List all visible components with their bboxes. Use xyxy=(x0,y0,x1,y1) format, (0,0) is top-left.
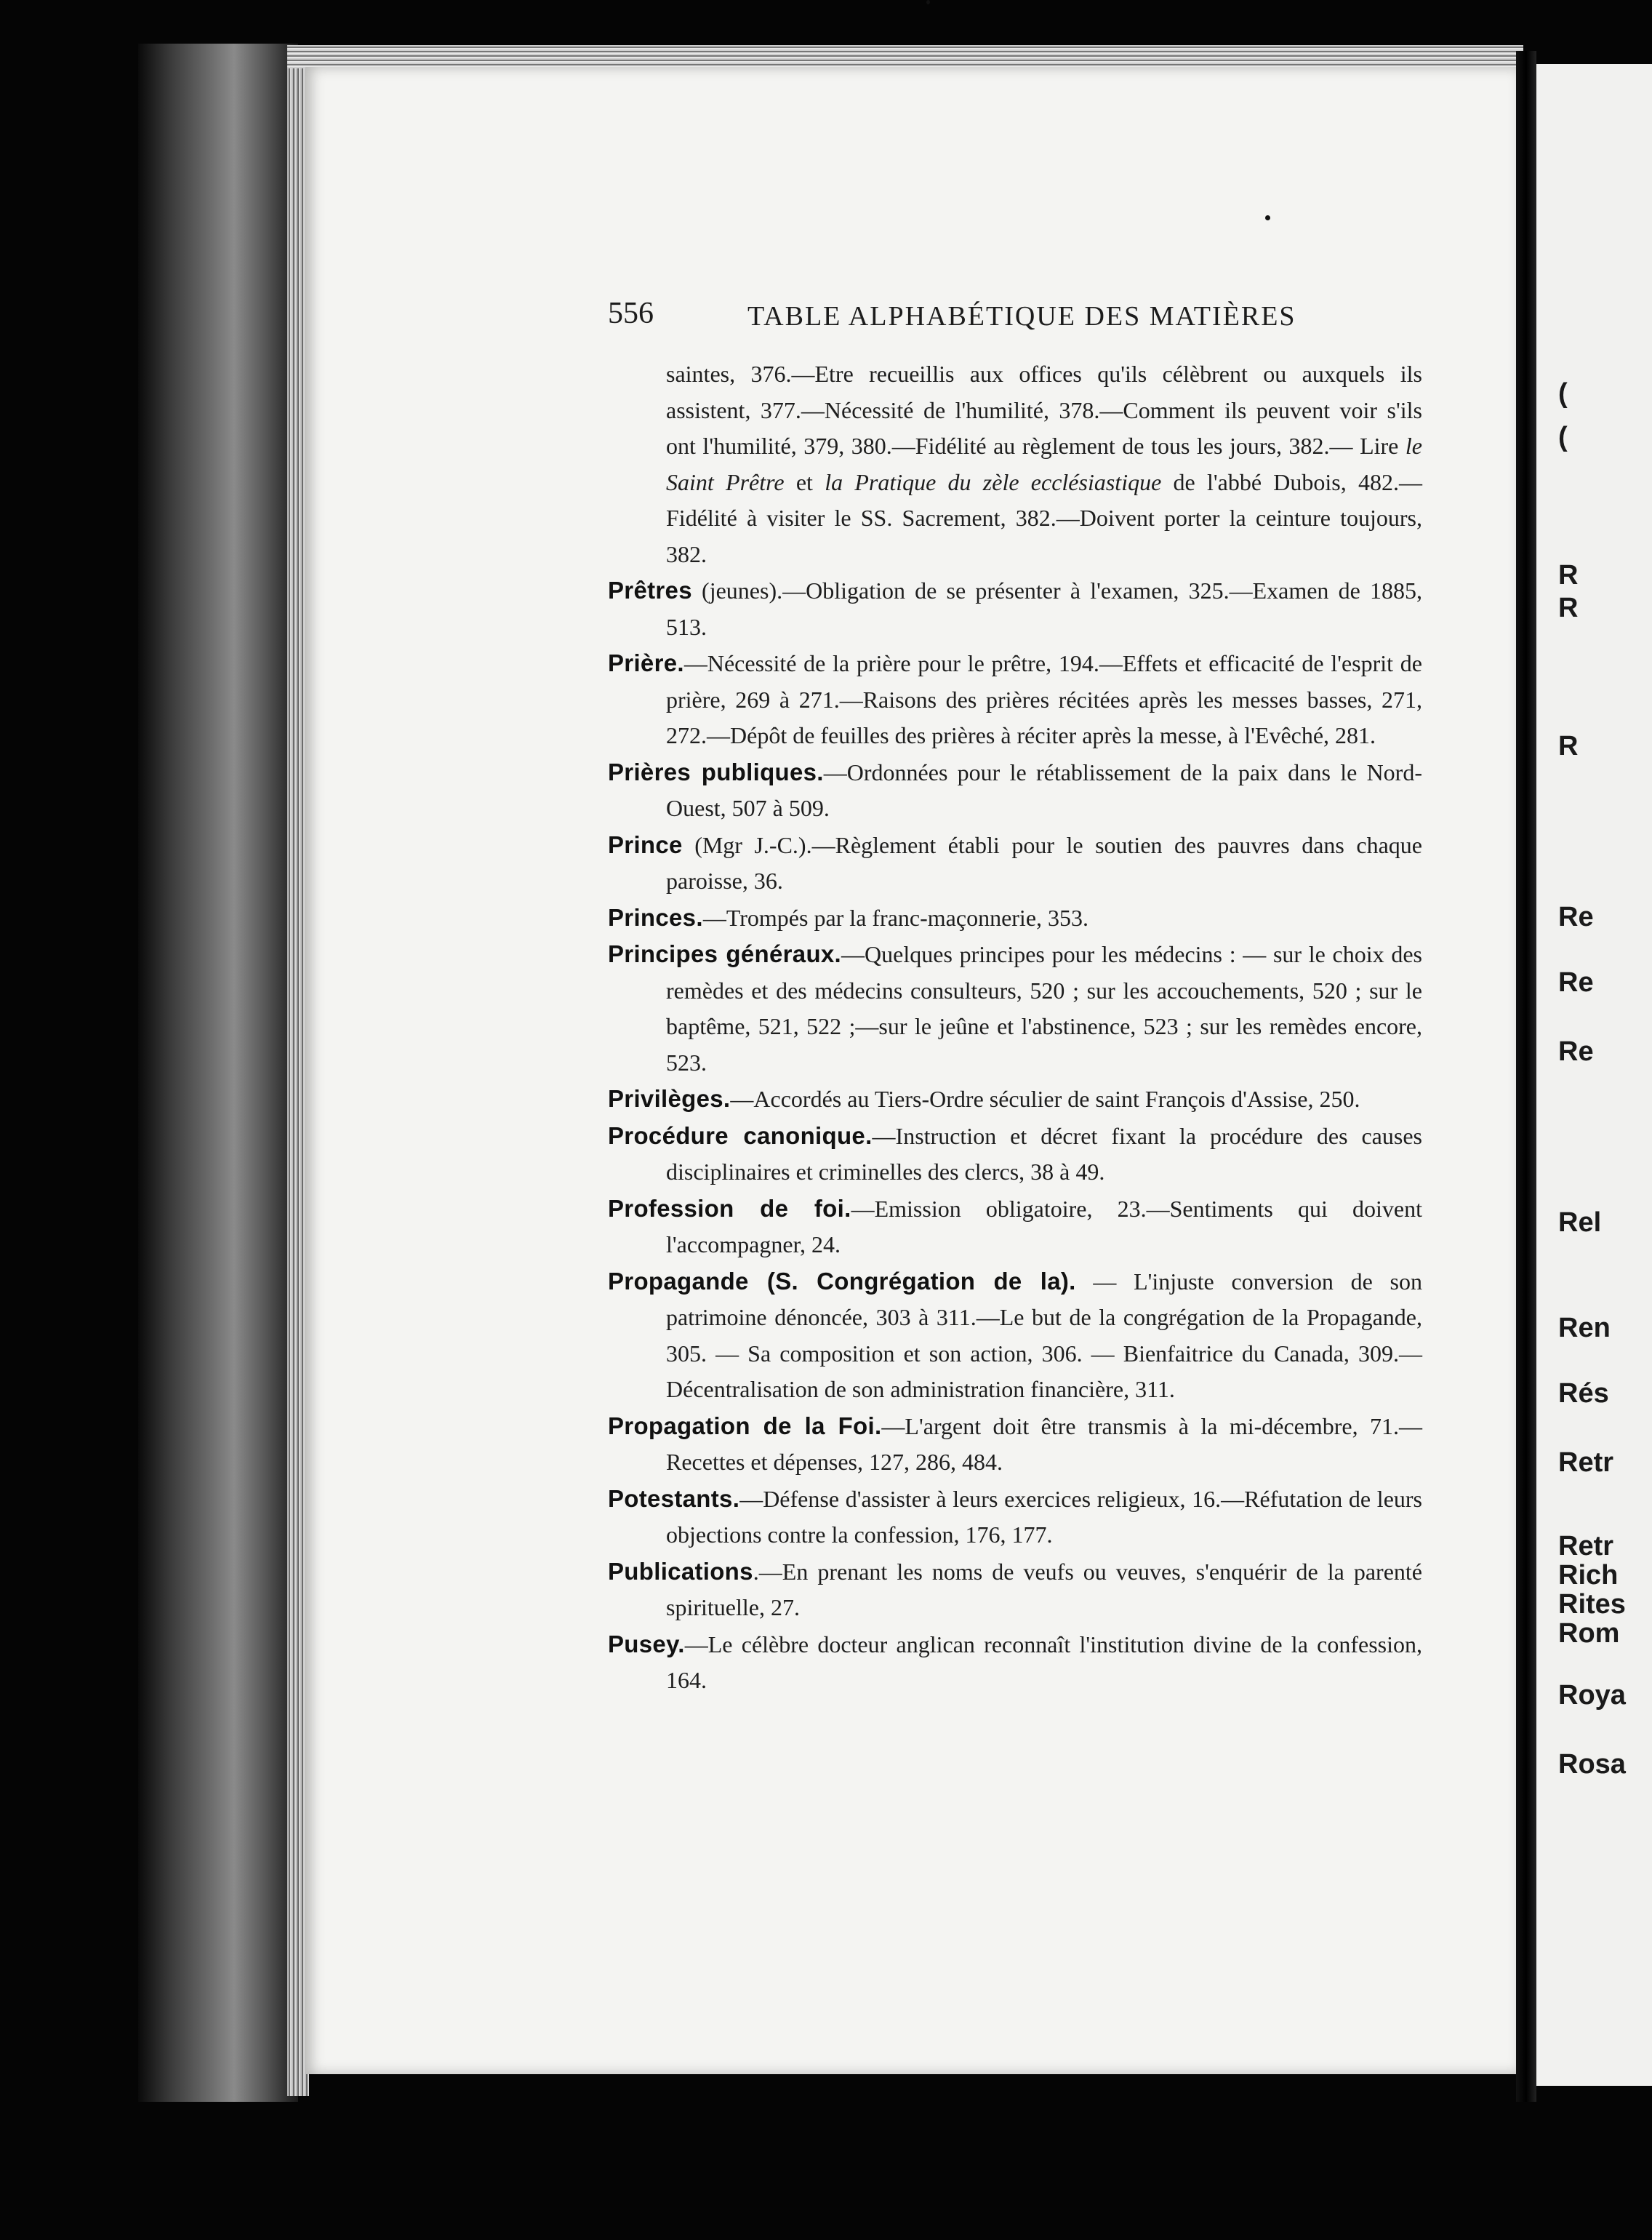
index-term: Propagande (S. Congrégation de la). xyxy=(608,1267,1076,1295)
index-entry xyxy=(608,645,1422,754)
entry-text: .—En prenant les noms de veufs ou veuves, s'enquérir de la parenté spirituelle, 27. xyxy=(666,1558,1422,1620)
entry-text: —Règlement établi pour le soutien des pauvres dans chaque paroisse, 36. xyxy=(666,831,1423,894)
entry-text: —Obligation de se présenter à l'examen, 325.—Examen de 1885, 513. xyxy=(666,577,1422,640)
cited-title: la Pratique du zèle ecclésiastique xyxy=(825,468,1162,495)
page-edges-top xyxy=(287,45,1523,68)
index-term-note: (Mgr J.-C.). xyxy=(682,831,812,858)
index-term: Princes. xyxy=(608,903,703,931)
entry-text: et xyxy=(784,468,825,495)
index-entry xyxy=(608,936,1422,1081)
facing-page-fragment: Rel xyxy=(1558,1207,1602,1238)
index-entry xyxy=(608,827,1422,900)
facing-page-fragment: ( xyxy=(1558,422,1568,452)
page-number: 556 xyxy=(608,297,654,330)
book-spine xyxy=(138,44,298,2102)
entry-text: saintes, 376.—Etre recueillis aux offices qu'ils célèbrent ou auxquels ils assistent, 377.—Nécessité de l'humilité, 378.—Comment ils peuvent voir s'ils ont l'humilité, 379, 380.—Fidélité au règlement de tous les jours, 382.— Lire xyxy=(666,361,1422,459)
facing-page xyxy=(1536,64,1652,2086)
entry-text: — L'injuste conversion de son patrimoine dénoncée, 303 à 311.—Le but de la congrégation de la Propagande, 305. — Sa composition et son action, 306. — Bienfaitrice du Canada, 309.—Décentralisation de son administration financière, 311. xyxy=(666,1268,1422,1402)
facing-page-fragment: Re xyxy=(1558,1036,1594,1067)
entry-text: —Emission obligatoire, 23.—Sentiments qui doivent l'accompagner, 24. xyxy=(666,1195,1423,1257)
index-term-note: (jeunes). xyxy=(691,577,783,604)
index-entry xyxy=(608,1626,1422,1699)
index-entry xyxy=(608,1081,1422,1118)
entry-text: —Accordés au Tiers-Ordre séculier de saint François d'Assise, 250. xyxy=(730,1086,1360,1112)
index-entry xyxy=(608,754,1422,827)
facing-page-fragment: R xyxy=(1558,593,1579,623)
index-entry xyxy=(608,900,1422,937)
facing-page-fragment: Rom xyxy=(1558,1618,1620,1649)
entry-text: —Trompés par la franc-maçonnerie, 353. xyxy=(702,904,1089,931)
index-term: Privilèges. xyxy=(608,1085,731,1112)
index-term: Prêtres xyxy=(608,577,692,604)
dust-speck xyxy=(926,0,930,4)
index-entry xyxy=(608,1481,1422,1553)
facing-page-fragment: Rites xyxy=(1558,1589,1626,1620)
index-term: Prince xyxy=(608,831,683,858)
facing-page-fragment: Roya xyxy=(1558,1680,1626,1711)
index-term: Prière. xyxy=(608,649,684,676)
index-term: Principes généraux. xyxy=(608,940,842,967)
index-entry xyxy=(608,572,1422,645)
running-title: TABLE ALPHABÉTIQUE DES MATIÈRES xyxy=(747,301,1296,332)
entry-text: —Nécessité de la prière pour le prêtre, 194.—Effets et efficacité de l'esprit de prière, 269 à 271.—Raisons des prières récitées après les messes basses, 271, 272.—Dépôt de feuilles des prières à réciter après la messe, à l'Evêché, 281. xyxy=(666,650,1422,748)
index-entry xyxy=(608,1408,1422,1481)
index-term: Profession de foi. xyxy=(608,1194,851,1222)
entry-text: —Le célèbre docteur anglican reconnaît l'institution divine de la confession, 164. xyxy=(666,1631,1422,1693)
entry-text: —Instruction et décret fixant la procédure des causes disciplinaires et criminelles des clercs, 38 à 49. xyxy=(666,1122,1422,1185)
index-entry xyxy=(608,1553,1422,1626)
index-term: Procédure canonique. xyxy=(608,1121,873,1149)
facing-page-fragment: R xyxy=(1558,731,1579,761)
facing-page-fragment: R xyxy=(1558,560,1579,591)
entry-text: —Ordonnées pour le rétablissement de la paix dans le Nord-Ouest, 507 à 509. xyxy=(666,759,1422,821)
index-term: Potestants. xyxy=(608,1484,740,1512)
facing-page-fragment: ( xyxy=(1558,378,1568,409)
facing-page-fragment: Ren xyxy=(1558,1313,1611,1343)
dust-speck xyxy=(1265,215,1270,220)
index-entry xyxy=(608,356,1422,572)
facing-page-fragment: Re xyxy=(1558,902,1594,932)
index-entry xyxy=(608,1191,1422,1263)
facing-page-fragment: Rosa xyxy=(1558,1749,1626,1780)
index-entries xyxy=(608,356,1422,1699)
facing-page-fragment: Re xyxy=(1558,967,1594,998)
facing-page-fragment: Rich xyxy=(1558,1560,1619,1591)
index-entry xyxy=(608,1263,1422,1408)
running-head xyxy=(608,295,1430,338)
index-term: Prières publiques. xyxy=(608,758,824,785)
entry-text: de l'abbé Dubois, 482.—Fidélité à visiter le SS. Sacrement, 382.—Doivent porter la ceinture toujours, 382. xyxy=(666,468,1423,567)
entry-text: —L'argent doit être transmis à la mi-décembre, 71.—Recettes et dépenses, 127, 286, 484. xyxy=(666,1412,1422,1475)
cited-title: le Saint Prêtre xyxy=(666,433,1422,495)
index-term: Pusey. xyxy=(608,1630,685,1657)
entry-text: —Défense d'assister à leurs exercices religieux, 16.—Réfutation de leurs objections contre la confession, 176, 177. xyxy=(666,1485,1422,1548)
book-gutter xyxy=(1516,51,1536,2102)
index-term: Propagation de la Foi. xyxy=(608,1412,882,1439)
index-entry xyxy=(608,1118,1422,1191)
index-term: Publications xyxy=(608,1557,753,1585)
entry-text: —Quelques principes pour les médecins : — sur le choix des remèdes et des médecins consulteurs, 520 ; sur les accouchements, 520 ; sur le baptême, 521, 522 ;—sur le jeûne et l'abstinence, 523 ; sur les remèdes encore, 523. xyxy=(666,941,1422,1076)
facing-page-fragment: Rés xyxy=(1558,1378,1609,1409)
facing-page-fragment: Retr xyxy=(1558,1531,1614,1561)
facing-page-fragment: Retr xyxy=(1558,1447,1614,1478)
